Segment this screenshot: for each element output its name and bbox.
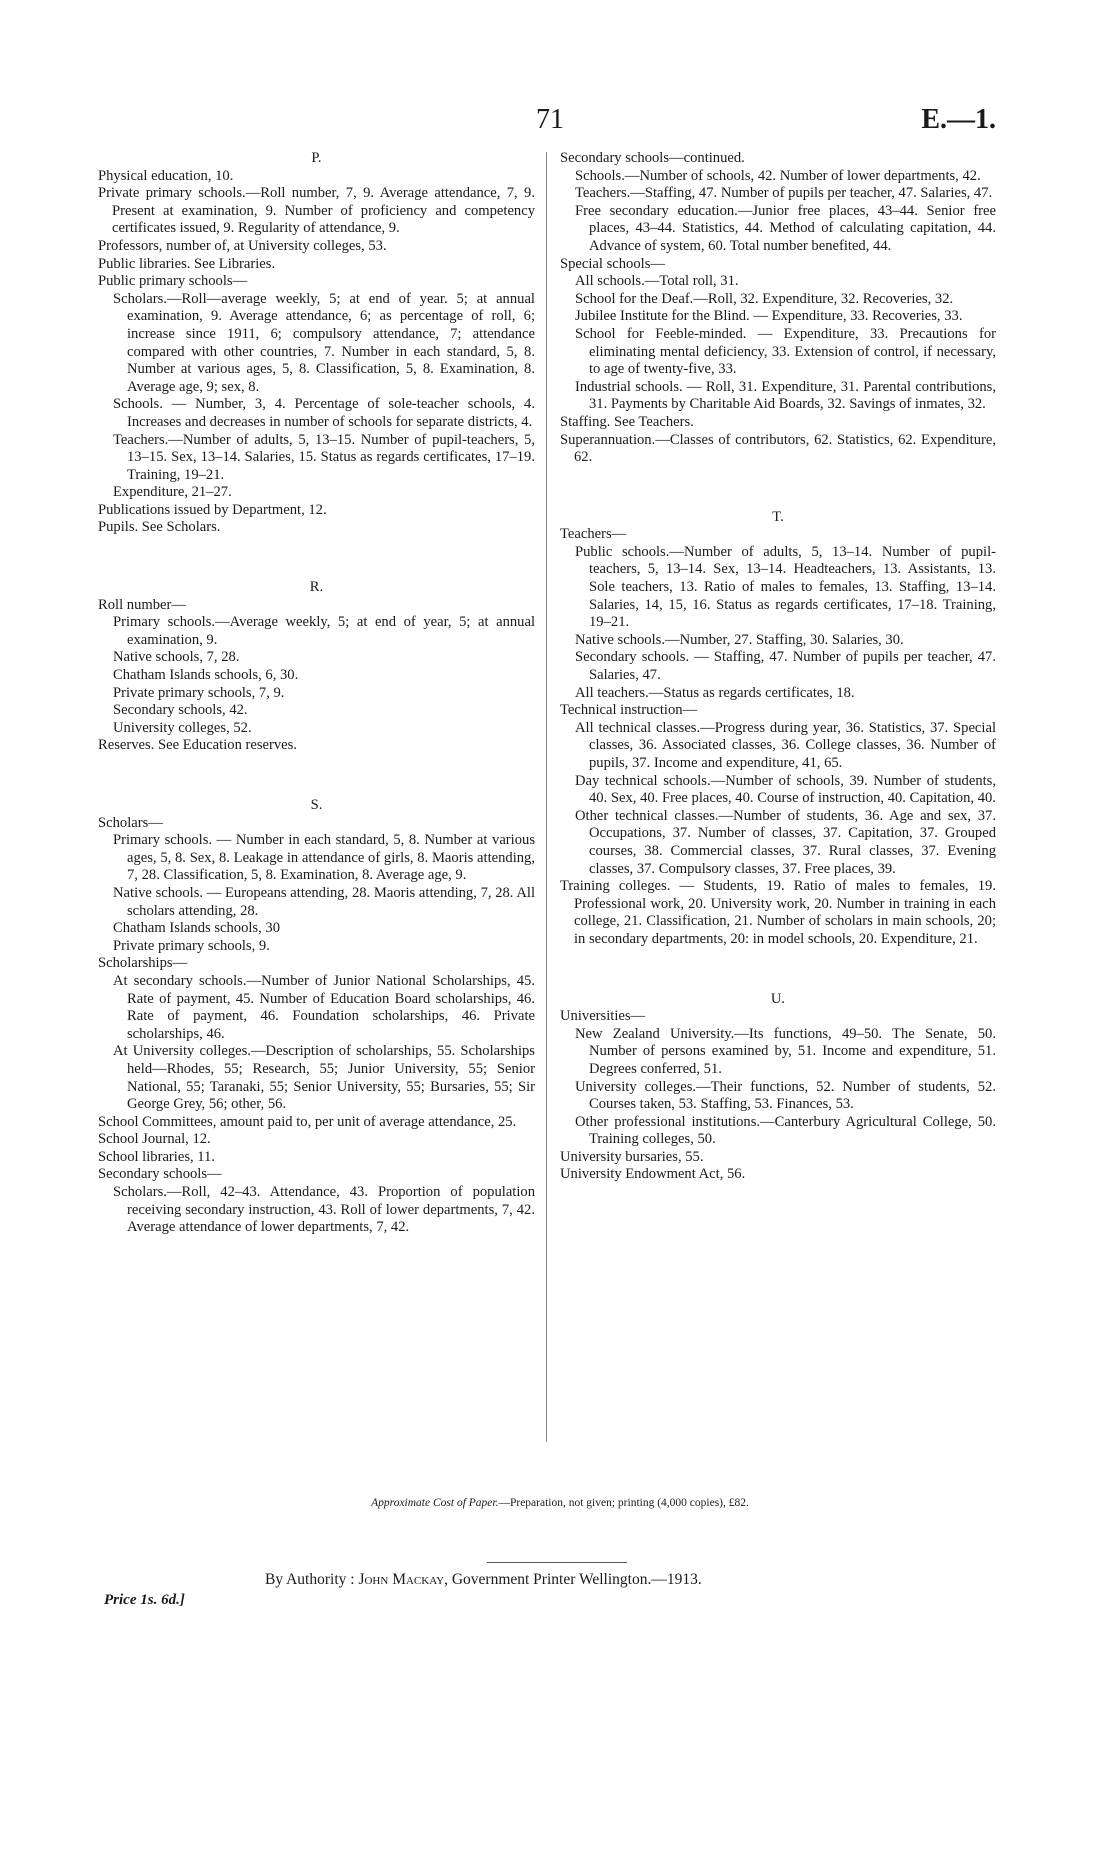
index-subentry: Native schools.—Number, 27. Staffing, 30. Salaries, 30.: [575, 631, 904, 648]
index-subentry: Native schools. — Europeans attending, 28. Maoris attending, 7, 28. All scholars attending, 28.: [113, 884, 535, 919]
index-subentry: Industrial schools. — Roll, 31. Expenditure, 31. Parental contributions, 31. Payments by Charitable Aid Boards, 32. Savings of inmates, 32.: [575, 378, 996, 413]
index-entry: Scholarships—: [98, 955, 188, 972]
index-entry: Scholars—: [98, 814, 163, 831]
series-code: E.—1.: [921, 104, 996, 135]
index-entry: Secondary schools—: [98, 1166, 222, 1183]
index-entry: School libraries, 11.: [98, 1148, 215, 1165]
authority-suffix: Government Printer Wellington.—1913.: [451, 1571, 702, 1588]
index-entry: School Committees, amount paid to, per unit of average attendance, 25.: [98, 1113, 517, 1130]
section-spacer: [98, 537, 535, 579]
index-subentry: New Zealand University.—Its functions, 49–50. The Senate, 50. Number of persons examined by, 51. Income and expenditure, 51. Degrees conferred, 51.: [575, 1025, 996, 1077]
index-subentry: Private primary schools, 7, 9.: [113, 684, 285, 701]
index-entry: Training colleges. — Students, 19. Ratio of males to females, 19. Professional work, 20. University work, 20. Number in training in each college, 21. Classification, 21. Number of scholars in main schools, 20; in secondary departments, 20: in model schools, 20. Expenditure, 21.: [560, 878, 996, 947]
index-entry: Physical education, 10.: [98, 167, 234, 184]
section-spacer: [560, 467, 996, 509]
index-entry: School Journal, 12.: [98, 1131, 211, 1148]
index-entry: Universities—: [560, 1008, 646, 1025]
index-subentry: Teachers.—Staffing, 47. Number of pupils per teacher, 47. Salaries, 47.: [575, 185, 993, 202]
index-subentry: At secondary schools.—Number of Junior National Scholarships, 45. Rate of payment, 45. Number of Education Board scholarships, 46. Rate of payment, 46. Foundation scholarships, 46. Private scholarships, 46.: [113, 972, 535, 1042]
index-subentry: Schools. — Number, 3, 4. Percentage of sole-teacher schools, 4. Increases and decreases in number of schools for separate districts, 4.: [113, 396, 535, 430]
index-subentry: School for Feeble-minded. — Expenditure, 33. Precautions for eliminating mental deficiency, 33. Extension of control, if necessary, to age of twenty-five, 33.: [575, 325, 996, 378]
footer-rule: [487, 1562, 627, 1563]
section-letter: P.: [311, 150, 322, 166]
section-letter: T.: [772, 508, 784, 525]
price-note: Price 1s. 6d.]: [104, 1592, 185, 1608]
index-subentry: All schools.—Total roll, 31.: [575, 273, 739, 290]
section-letter: U.: [770, 990, 786, 1007]
index-subentry: Private primary schools, 9.: [113, 937, 270, 954]
section-spacer: [98, 755, 535, 797]
authority-prefix: By Authority :: [265, 1571, 355, 1588]
index-subentry: Expenditure, 21–27.: [113, 484, 232, 501]
index-entry: Private primary schools.—Roll number, 7, 9. Average attendance, 7, 9. Present at examination, 9. Number of proficiency and competency certificates issued, 9. Regularity of attendance, 9.: [98, 185, 535, 237]
index-subentry: Native schools, 7, 28.: [113, 649, 240, 666]
index-entry: Public libraries. See Libraries.: [98, 255, 276, 272]
index-subentry: All teachers.—Status as regards certificates, 18.: [575, 684, 855, 701]
cost-label: Approximate Cost of Paper.: [371, 1497, 499, 1509]
index-subentry: Scholars.—Roll, 42–43. Attendance, 43. Proportion of population receiving secondary instruction, 43. Roll of lower departments, 7, 42. Average attendance of lower departments, 7, 42.: [113, 1184, 535, 1236]
index-entry: Pupils. See Scholars.: [98, 519, 221, 536]
cost-text: —Preparation, not given; printing (4,000 copies), £82.: [498, 1497, 749, 1509]
index-entry: Technical instruction—: [560, 702, 698, 719]
section-spacer: [560, 949, 996, 991]
index-subentry: Other technical classes.—Number of students, 36. Age and sex, 37. Occupations, 37. Number of classes, 37. Capitation, 37. Grouped courses, 38. Commercial classes, 37. Rural classes, 37. Evening classes, 37. Compulsory classes, 37. Free places, 39.: [575, 807, 996, 877]
index-subentry: Primary schools.—Average weekly, 5; at end of year, 5; at annual examination, 9.: [113, 614, 535, 648]
index-subentry: Scholars.—Roll—average weekly, 5; at end of year. 5; at annual examination, 9. Average attendance, 6; as percentage of roll, 6; increase since 1911, 6; compulsory attendance, 7; attendance compared with other countries, 7. Number in each standard, 5, 8. Number at various ages, 5, 8. Classification, 5, 8. Examination, 8. Average age, 9; sex, 8.: [113, 290, 535, 395]
index-entry: University bursaries, 55.: [560, 1148, 704, 1165]
page-number: 71: [536, 104, 564, 135]
index-subentry: University colleges.—Their functions, 52. Number of students, 52. Courses taken, 53. Staffing, 53. Finances, 53.: [575, 1078, 996, 1113]
index-subentry: Schools.—Number of schools, 42. Number of lower departments, 42.: [575, 167, 981, 184]
index-subentry: Free secondary education.—Junior free places, 43–44. Senior free places, 43–44. Statistics, 44. Method of calculating capitation, 44. Advance of system, 60. Total number benefited, 44.: [575, 202, 996, 254]
index-subentry: All technical classes.—Progress during year, 36. Statistics, 37. Special classes, 36. Associated classes, 36. College classes, 36. Number of pupils, 37. Income and expenditure, 41, 65.: [575, 719, 996, 771]
index-subentry: Public schools.—Number of adults, 5, 13–14. Number of pupil-teachers, 5, 13–14. Sex, 13–14. Headteachers, 13. Assistants, 13. Sole teachers, 13. Ratio of males to females, 13. Staffing, 13–14. Salaries, 14, 15, 16. Status as regards certificates, 17–18. Training, 19–21.: [575, 543, 996, 631]
index-subentry: Teachers.—Number of adults, 5, 13–15. Number of pupil-teachers, 5, 13–15. Sex, 13–14. Salaries, 15. Status as regards certificates, 17–19. Training, 19–21.: [113, 431, 535, 483]
index-entry: Public primary schools—: [98, 273, 248, 290]
index-entry: Reserves. See Education reserves.: [98, 737, 297, 754]
section-letter: R.: [309, 579, 324, 596]
index-subentry: School for the Deaf.—Roll, 32. Expenditure, 32. Recoveries, 32.: [575, 290, 954, 307]
printer-line: [265, 1571, 702, 1589]
index-entry: Superannuation.—Classes of contributors, 62. Statistics, 62. Expenditure, 62.: [560, 431, 996, 466]
index-subentry: Secondary schools. — Staffing, 47. Number of pupils per teacher, 47. Salaries, 47.: [575, 649, 996, 684]
index-subentry: Chatham Islands schools, 6, 30.: [113, 667, 299, 684]
printer-name: John Mackay,: [358, 1571, 448, 1588]
index-subentry: Secondary schools, 42.: [113, 702, 248, 719]
index-entry: Publications issued by Department, 12.: [98, 501, 327, 518]
index-entry: Special schools—: [560, 255, 665, 272]
section-letter: S.: [310, 797, 323, 813]
index-column-right: [560, 150, 996, 1184]
index-entry: Roll number—: [98, 596, 186, 613]
index-entry: Professors, number of, at University colleges, 53.: [98, 237, 387, 254]
index-entry: University Endowment Act, 56.: [560, 1166, 746, 1183]
index-entry: Staffing. See Teachers.: [560, 413, 694, 430]
index-subentry: Chatham Islands schools, 30: [113, 920, 281, 937]
index-subentry: At University colleges.—Description of scholarships, 55. Scholarships held—Rhodes, 55; Research, 55; Junior University, 55; Senior National, 55; Taranaki, 55; Senior University, 55; Bursaries, 55; Sir George Grey, 56; other, 56.: [113, 1043, 535, 1113]
index-entry: Secondary schools—continued.: [560, 150, 745, 166]
index-subentry: Day technical schools.—Number of schools, 39. Number of students, 40. Sex, 40. Free places, 40. Course of instruction, 40. Capitation, 40.: [575, 772, 996, 807]
index-subentry: Jubilee Institute for the Blind. — Expenditure, 33. Recoveries, 33.: [575, 308, 963, 325]
index-subentry: Other professional institutions.—Canterbury Agricultural College, 50. Training colleges, 50.: [575, 1113, 996, 1148]
column-divider: [546, 152, 547, 1442]
index-subentry: University colleges, 52.: [113, 719, 252, 736]
index-entry: Teachers—: [560, 526, 627, 543]
cost-of-paper-note: [120, 1497, 1000, 1509]
index-column-left: [98, 150, 535, 1237]
index-subentry: Primary schools. — Number in each standard, 5, 8. Number at various ages, 5, 8. Sex, 8. Leakage in attendance of girls, 8. Maoris attending, 7, 28. Classification, 5, 8. Examination, 8. Average age, 9.: [113, 832, 535, 884]
